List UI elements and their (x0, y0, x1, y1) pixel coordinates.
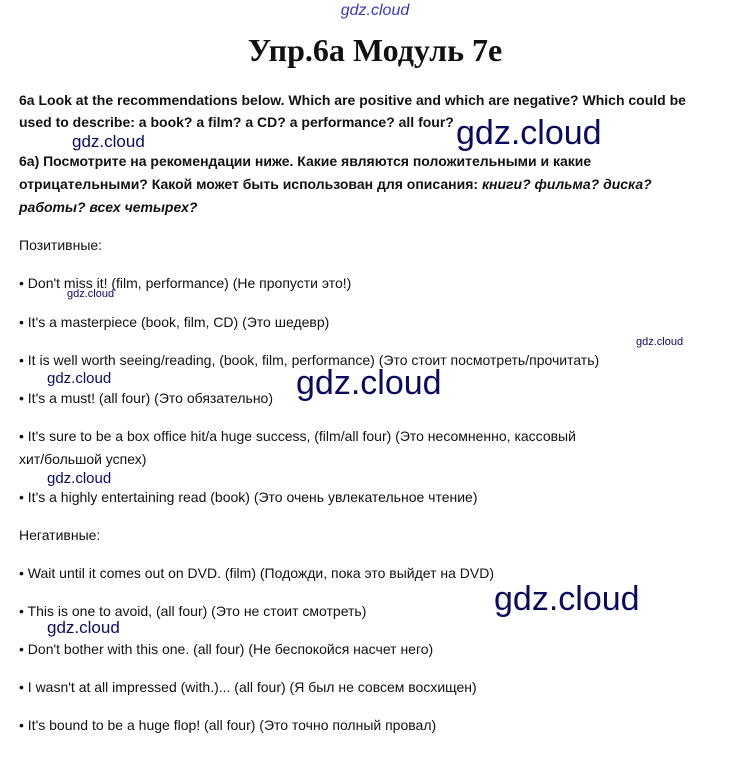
watermark-text: gdz.cloud (47, 370, 112, 387)
watermark-text: gdz.cloud (494, 580, 640, 618)
task-english-line-2: used to describe: a book? a film? a CD? a performance? all four? (19, 114, 454, 130)
watermark-text: gdz.cloud (456, 114, 602, 152)
list-item: • Don't miss it! (film, performance) (Не пропусти это!) (19, 275, 352, 291)
task-russian-line-2-italic: книги? фильма? диска? (481, 176, 652, 192)
list-item: • Wait until it comes out on DVD. (film) (Подожди, пока это выйдет на DVD) (19, 565, 495, 581)
watermark-text: gdz.cloud (636, 336, 684, 348)
task-russian-line-1: 6а) Посмотрите на рекомендации ниже. Какие являются положительными и какие (19, 153, 592, 169)
watermark-text: gdz.cloud (296, 364, 442, 402)
list-item: • It's a highly entertaining read (book) (Это очень увлекательное чтение) (19, 489, 478, 505)
list-item: • It is well worth seeing/reading, (book, film, performance) (Это стоит посмотреть/прочитать) (19, 352, 600, 368)
list-item: • I wasn't at all impressed (with.)... (all four) (Я был не совсем восхищен) (19, 679, 477, 695)
list-item: • This is one to avoid, (all four) (Это не стоит смотреть) (19, 603, 367, 619)
list-item-continuation: хит/большой успех) (19, 451, 147, 467)
watermark-text: gdz.cloud (67, 288, 115, 300)
negative-heading: Негативные: (19, 527, 101, 543)
task-russian-line-3: работы? всех четырех? (19, 199, 198, 215)
positive-heading: Позитивные: (19, 237, 103, 253)
watermark-text: gdz.cloud (47, 470, 112, 487)
top-watermark: gdz.cloud (340, 2, 410, 19)
task-russian-line-2-text: отрицательными? Какой может быть использован для описания: (19, 176, 482, 192)
list-item: • It's a masterpiece (book, film, CD) (Это шедевр) (19, 314, 330, 330)
list-item: • It's bound to be a huge flop! (all four) (Это точно полный провал) (19, 717, 437, 733)
page-title: Упр.6а Модуль 7е (247, 32, 503, 68)
watermark-text: gdz.cloud (47, 618, 120, 637)
task-english-line-1: 6a Look at the recommendations below. Which are positive and which are negative? Which could be (19, 92, 686, 108)
list-item: • It's sure to be a box office hit/a huge success, (film/all four) (Это несомненно, кассовый (19, 428, 576, 444)
task-russian-line-2 (19, 173, 652, 195)
list-item: • Don't bother with this one. (all four) (Не беспокойся насчет него) (19, 641, 434, 657)
watermark-text: gdz.cloud (72, 132, 145, 151)
list-item: • It's a must! (all four) (Это обязательно) (19, 390, 274, 406)
